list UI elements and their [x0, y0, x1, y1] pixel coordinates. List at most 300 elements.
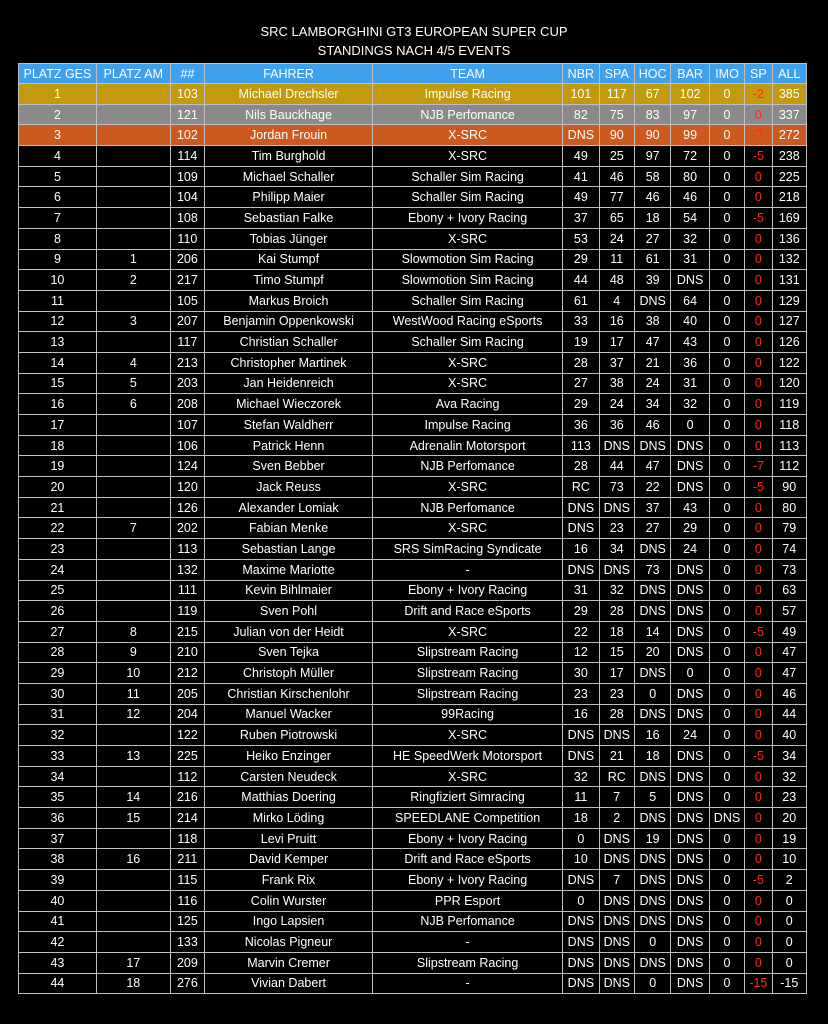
- cell-sp: -5: [745, 208, 772, 229]
- cell-nbr: DNS: [563, 518, 599, 539]
- cell-hoc: 39: [634, 270, 670, 291]
- cell-number: 126: [170, 497, 204, 518]
- cell-bar: 54: [671, 208, 709, 229]
- cell-spa: 18: [599, 621, 634, 642]
- column-header-team: TEAM: [373, 64, 563, 84]
- cell-sp: 0: [745, 290, 772, 311]
- cell-team: X-SRC: [373, 373, 563, 394]
- cell-platz-ges: 18: [19, 435, 97, 456]
- cell-bar: 43: [671, 332, 709, 353]
- cell-spa: 38: [599, 373, 634, 394]
- cell-imo: 0: [709, 642, 744, 663]
- column-header-imo: IMO: [709, 64, 744, 84]
- table-row: [19, 539, 807, 560]
- cell-number: 113: [170, 539, 204, 560]
- cell-imo: DNS: [709, 808, 744, 829]
- cell-imo: 0: [709, 497, 744, 518]
- cell-fahrer: Colin Wurster: [205, 890, 373, 911]
- cell-number: 115: [170, 870, 204, 891]
- cell-spa: 44: [599, 456, 634, 477]
- table-row: [19, 559, 807, 580]
- cell-imo: 0: [709, 84, 744, 105]
- cell-nbr: 101: [563, 84, 599, 105]
- cell-team: Schaller Sim Racing: [373, 166, 563, 187]
- cell-nbr: 18: [563, 808, 599, 829]
- cell-team: Slipstream Racing: [373, 683, 563, 704]
- cell-imo: 0: [709, 663, 744, 684]
- table-row: [19, 746, 807, 767]
- cell-hoc: 5: [634, 787, 670, 808]
- table-row: [19, 166, 807, 187]
- cell-bar: DNS: [671, 973, 709, 994]
- cell-number: 133: [170, 932, 204, 953]
- cell-imo: 0: [709, 725, 744, 746]
- cell-platz-am: 7: [96, 518, 170, 539]
- cell-sp: -7: [745, 456, 772, 477]
- cell-number: 213: [170, 352, 204, 373]
- cell-fahrer: Sven Tejka: [205, 642, 373, 663]
- cell-imo: 0: [709, 415, 744, 436]
- cell-platz-ges: 15: [19, 373, 97, 394]
- cell-nbr: DNS: [563, 746, 599, 767]
- cell-fahrer: Patrick Henn: [205, 435, 373, 456]
- cell-imo: 0: [709, 870, 744, 891]
- cell-all: 131: [772, 270, 807, 291]
- cell-imo: 0: [709, 373, 744, 394]
- cell-all: 47: [772, 642, 807, 663]
- cell-bar: 29: [671, 518, 709, 539]
- cell-sp: 0: [745, 580, 772, 601]
- column-header-spa: SPA: [599, 64, 634, 84]
- cell-sp: -2: [745, 84, 772, 105]
- cell-bar: 43: [671, 497, 709, 518]
- cell-nbr: 49: [563, 187, 599, 208]
- cell-platz-am: 2: [96, 270, 170, 291]
- cell-platz-am: 17: [96, 952, 170, 973]
- cell-fahrer: Maxime Mariotte: [205, 559, 373, 580]
- cell-hoc: 0: [634, 932, 670, 953]
- cell-fahrer: Manuel Wacker: [205, 704, 373, 725]
- cell-platz-am: 8: [96, 621, 170, 642]
- cell-sp: 0: [745, 704, 772, 725]
- cell-platz-am: 14: [96, 787, 170, 808]
- cell-platz-ges: 2: [19, 104, 97, 125]
- cell-number: 204: [170, 704, 204, 725]
- table-row: [19, 228, 807, 249]
- cell-sp: 0: [745, 766, 772, 787]
- cell-nbr: 28: [563, 352, 599, 373]
- cell-all: 120: [772, 373, 807, 394]
- cell-team: Drift and Race eSports: [373, 849, 563, 870]
- cell-bar: 46: [671, 187, 709, 208]
- cell-spa: 28: [599, 601, 634, 622]
- cell-spa: 46: [599, 166, 634, 187]
- cell-team: NJB Perfomance: [373, 497, 563, 518]
- cell-nbr: 10: [563, 849, 599, 870]
- cell-all: 218: [772, 187, 807, 208]
- cell-fahrer: Matthias Doering: [205, 787, 373, 808]
- cell-platz-ges: 17: [19, 415, 97, 436]
- cell-nbr: DNS: [563, 952, 599, 973]
- cell-nbr: 82: [563, 104, 599, 125]
- cell-bar: DNS: [671, 704, 709, 725]
- cell-number: 119: [170, 601, 204, 622]
- cell-fahrer: Nils Bauckhage: [205, 104, 373, 125]
- cell-platz-ges: 39: [19, 870, 97, 891]
- cell-hoc: 22: [634, 477, 670, 498]
- cell-number: 108: [170, 208, 204, 229]
- cell-all: 44: [772, 704, 807, 725]
- cell-platz-am: 5: [96, 373, 170, 394]
- cell-all: 47: [772, 663, 807, 684]
- cell-fahrer: Fabian Menke: [205, 518, 373, 539]
- table-row: [19, 435, 807, 456]
- cell-all: 79: [772, 518, 807, 539]
- cell-number: 205: [170, 683, 204, 704]
- cell-platz-am: 9: [96, 642, 170, 663]
- cell-bar: 64: [671, 290, 709, 311]
- cell-fahrer: Nicolas Pigneur: [205, 932, 373, 953]
- cell-number: 102: [170, 125, 204, 146]
- cell-sp: -5: [745, 746, 772, 767]
- cell-team: Schaller Sim Racing: [373, 332, 563, 353]
- cell-fahrer: Christoph Müller: [205, 663, 373, 684]
- cell-platz-ges: 31: [19, 704, 97, 725]
- cell-team: Ebony + Ivory Racing: [373, 580, 563, 601]
- cell-hoc: 21: [634, 352, 670, 373]
- cell-all: 136: [772, 228, 807, 249]
- column-header-bar: BAR: [671, 64, 709, 84]
- cell-spa: 11: [599, 249, 634, 270]
- table-row: [19, 808, 807, 829]
- cell-bar: DNS: [671, 642, 709, 663]
- cell-imo: 0: [709, 911, 744, 932]
- cell-team: NJB Perfomance: [373, 456, 563, 477]
- cell-number: 209: [170, 952, 204, 973]
- cell-hoc: 38: [634, 311, 670, 332]
- cell-team: X-SRC: [373, 125, 563, 146]
- cell-spa: DNS: [599, 435, 634, 456]
- cell-number: 210: [170, 642, 204, 663]
- cell-team: Schaller Sim Racing: [373, 290, 563, 311]
- cell-number: 107: [170, 415, 204, 436]
- cell-sp: 0: [745, 249, 772, 270]
- cell-sp: 0: [745, 601, 772, 622]
- table-row: [19, 456, 807, 477]
- cell-platz-am: 13: [96, 746, 170, 767]
- cell-number: 207: [170, 311, 204, 332]
- cell-sp: 0: [745, 497, 772, 518]
- cell-all: 119: [772, 394, 807, 415]
- cell-fahrer: Sven Pohl: [205, 601, 373, 622]
- cell-spa: 73: [599, 477, 634, 498]
- cell-all: 80: [772, 497, 807, 518]
- cell-nbr: 36: [563, 415, 599, 436]
- cell-hoc: 18: [634, 208, 670, 229]
- cell-imo: 0: [709, 208, 744, 229]
- cell-team: 99Racing: [373, 704, 563, 725]
- cell-platz-am: [96, 725, 170, 746]
- cell-number: 104: [170, 187, 204, 208]
- cell-spa: 117: [599, 84, 634, 105]
- cell-hoc: DNS: [634, 704, 670, 725]
- cell-platz-ges: 23: [19, 539, 97, 560]
- cell-platz-ges: 6: [19, 187, 97, 208]
- cell-fahrer: Carsten Neudeck: [205, 766, 373, 787]
- cell-all: 127: [772, 311, 807, 332]
- cell-team: Slipstream Racing: [373, 663, 563, 684]
- cell-spa: DNS: [599, 952, 634, 973]
- cell-nbr: 0: [563, 890, 599, 911]
- cell-all: 129: [772, 290, 807, 311]
- cell-fahrer: Vivian Dabert: [205, 973, 373, 994]
- cell-platz-am: [96, 870, 170, 891]
- cell-fahrer: Sven Bebber: [205, 456, 373, 477]
- cell-platz-am: [96, 539, 170, 560]
- cell-nbr: 16: [563, 704, 599, 725]
- cell-spa: 28: [599, 704, 634, 725]
- table-row: [19, 952, 807, 973]
- cell-platz-ges: 26: [19, 601, 97, 622]
- table-row: [19, 642, 807, 663]
- cell-platz-am: [96, 890, 170, 911]
- cell-nbr: 28: [563, 456, 599, 477]
- cell-team: Impulse Racing: [373, 84, 563, 105]
- cell-number: 124: [170, 456, 204, 477]
- cell-nbr: RC: [563, 477, 599, 498]
- cell-fahrer: Frank Rix: [205, 870, 373, 891]
- table-row: [19, 704, 807, 725]
- cell-nbr: 53: [563, 228, 599, 249]
- cell-number: 202: [170, 518, 204, 539]
- cell-imo: 0: [709, 290, 744, 311]
- cell-sp: 0: [745, 394, 772, 415]
- cell-platz-am: [96, 146, 170, 167]
- cell-bar: DNS: [671, 456, 709, 477]
- table-row: [19, 311, 807, 332]
- cell-bar: 0: [671, 663, 709, 684]
- table-row: [19, 932, 807, 953]
- cell-bar: 32: [671, 394, 709, 415]
- page-subtitle: STANDINGS NACH 4/5 EVENTS: [317, 43, 511, 58]
- cell-platz-ges: 41: [19, 911, 97, 932]
- cell-platz-ges: 9: [19, 249, 97, 270]
- cell-platz-am: 18: [96, 973, 170, 994]
- cell-all: 2: [772, 870, 807, 891]
- cell-fahrer: Tobias Jünger: [205, 228, 373, 249]
- cell-spa: 2: [599, 808, 634, 829]
- cell-bar: DNS: [671, 808, 709, 829]
- cell-platz-ges: 14: [19, 352, 97, 373]
- cell-fahrer: Kevin Bihlmaier: [205, 580, 373, 601]
- cell-platz-ges: 33: [19, 746, 97, 767]
- column-header-number: ##: [170, 64, 204, 84]
- cell-spa: DNS: [599, 828, 634, 849]
- cell-sp: 0: [745, 373, 772, 394]
- cell-team: Slowmotion Sim Racing: [373, 270, 563, 291]
- cell-imo: 0: [709, 352, 744, 373]
- cell-platz-ges: 1: [19, 84, 97, 105]
- cell-number: 206: [170, 249, 204, 270]
- cell-bar: DNS: [671, 746, 709, 767]
- cell-platz-am: [96, 828, 170, 849]
- cell-imo: 0: [709, 787, 744, 808]
- cell-all: 113: [772, 435, 807, 456]
- cell-hoc: 83: [634, 104, 670, 125]
- cell-imo: 0: [709, 166, 744, 187]
- cell-nbr: DNS: [563, 125, 599, 146]
- title-block: [0, 0, 828, 60]
- cell-sp: 0: [745, 104, 772, 125]
- cell-platz-am: [96, 166, 170, 187]
- cell-platz-ges: 24: [19, 559, 97, 580]
- cell-spa: 15: [599, 642, 634, 663]
- cell-spa: 32: [599, 580, 634, 601]
- cell-all: 73: [772, 559, 807, 580]
- cell-bar: DNS: [671, 270, 709, 291]
- cell-bar: 0: [671, 415, 709, 436]
- cell-platz-ges: 22: [19, 518, 97, 539]
- cell-hoc: DNS: [634, 808, 670, 829]
- cell-all: 57: [772, 601, 807, 622]
- cell-number: 215: [170, 621, 204, 642]
- cell-bar: 99: [671, 125, 709, 146]
- cell-hoc: 46: [634, 415, 670, 436]
- column-header-platz-ges: PLATZ GES: [19, 64, 97, 84]
- cell-number: 110: [170, 228, 204, 249]
- cell-hoc: 37: [634, 497, 670, 518]
- cell-number: 106: [170, 435, 204, 456]
- cell-nbr: 29: [563, 394, 599, 415]
- cell-sp: 0: [745, 332, 772, 353]
- cell-bar: 32: [671, 228, 709, 249]
- cell-sp: 0: [745, 270, 772, 291]
- cell-number: 121: [170, 104, 204, 125]
- cell-team: X-SRC: [373, 477, 563, 498]
- cell-nbr: 27: [563, 373, 599, 394]
- cell-number: 203: [170, 373, 204, 394]
- cell-fahrer: Sebastian Falke: [205, 208, 373, 229]
- cell-bar: 31: [671, 373, 709, 394]
- cell-spa: DNS: [599, 725, 634, 746]
- cell-spa: 65: [599, 208, 634, 229]
- cell-sp: 0: [745, 311, 772, 332]
- cell-imo: 0: [709, 539, 744, 560]
- cell-all: 225: [772, 166, 807, 187]
- cell-nbr: 12: [563, 642, 599, 663]
- cell-platz-am: 3: [96, 311, 170, 332]
- cell-spa: 25: [599, 146, 634, 167]
- header-row: [19, 64, 807, 84]
- table-row: [19, 104, 807, 125]
- cell-imo: 0: [709, 828, 744, 849]
- cell-spa: 17: [599, 332, 634, 353]
- table-row: [19, 373, 807, 394]
- cell-fahrer: Michael Drechsler: [205, 84, 373, 105]
- cell-team: Impulse Racing: [373, 415, 563, 436]
- standings-body: [19, 84, 807, 994]
- cell-all: 0: [772, 890, 807, 911]
- cell-sp: 0: [745, 911, 772, 932]
- cell-spa: 34: [599, 539, 634, 560]
- cell-bar: 36: [671, 352, 709, 373]
- cell-sp: 0: [745, 187, 772, 208]
- cell-number: 118: [170, 828, 204, 849]
- cell-hoc: 27: [634, 518, 670, 539]
- cell-platz-ges: 25: [19, 580, 97, 601]
- cell-imo: 0: [709, 766, 744, 787]
- cell-hoc: 67: [634, 84, 670, 105]
- cell-team: -: [373, 932, 563, 953]
- cell-imo: 0: [709, 249, 744, 270]
- cell-sp: 0: [745, 787, 772, 808]
- cell-platz-ges: 28: [19, 642, 97, 663]
- cell-platz-ges: 43: [19, 952, 97, 973]
- cell-fahrer: Marvin Cremer: [205, 952, 373, 973]
- cell-number: 117: [170, 332, 204, 353]
- cell-number: 112: [170, 766, 204, 787]
- cell-platz-ges: 3: [19, 125, 97, 146]
- cell-fahrer: Levi Pruitt: [205, 828, 373, 849]
- cell-team: X-SRC: [373, 146, 563, 167]
- cell-all: 74: [772, 539, 807, 560]
- cell-imo: 0: [709, 146, 744, 167]
- cell-spa: DNS: [599, 911, 634, 932]
- cell-bar: DNS: [671, 435, 709, 456]
- cell-all: 20: [772, 808, 807, 829]
- cell-fahrer: Christopher Martinek: [205, 352, 373, 373]
- column-header-nbr: NBR: [563, 64, 599, 84]
- table-row: [19, 683, 807, 704]
- table-row: [19, 580, 807, 601]
- cell-spa: 37: [599, 352, 634, 373]
- cell-fahrer: Benjamin Oppenkowski: [205, 311, 373, 332]
- cell-nbr: 49: [563, 146, 599, 167]
- cell-fahrer: Jan Heidenreich: [205, 373, 373, 394]
- standings-table: [18, 63, 807, 994]
- cell-fahrer: Ingo Lapsien: [205, 911, 373, 932]
- table-row: [19, 497, 807, 518]
- cell-all: 32: [772, 766, 807, 787]
- cell-nbr: DNS: [563, 559, 599, 580]
- cell-team: Ebony + Ivory Racing: [373, 828, 563, 849]
- cell-hoc: DNS: [634, 870, 670, 891]
- cell-hoc: 24: [634, 373, 670, 394]
- table-row: [19, 477, 807, 498]
- cell-nbr: 19: [563, 332, 599, 353]
- cell-imo: 0: [709, 435, 744, 456]
- cell-number: 212: [170, 663, 204, 684]
- cell-sp: 0: [745, 539, 772, 560]
- cell-all: 122: [772, 352, 807, 373]
- cell-nbr: 31: [563, 580, 599, 601]
- cell-bar: 72: [671, 146, 709, 167]
- cell-sp: 0: [745, 663, 772, 684]
- cell-platz-am: 1: [96, 249, 170, 270]
- cell-fahrer: Michael Wieczorek: [205, 394, 373, 415]
- cell-platz-am: [96, 497, 170, 518]
- cell-all: 112: [772, 456, 807, 477]
- cell-platz-am: 15: [96, 808, 170, 829]
- cell-nbr: 61: [563, 290, 599, 311]
- cell-fahrer: Alexander Lomiak: [205, 497, 373, 518]
- cell-sp: 0: [745, 828, 772, 849]
- cell-spa: 17: [599, 663, 634, 684]
- cell-bar: DNS: [671, 683, 709, 704]
- cell-imo: 0: [709, 704, 744, 725]
- cell-spa: 48: [599, 270, 634, 291]
- cell-sp: 0: [745, 890, 772, 911]
